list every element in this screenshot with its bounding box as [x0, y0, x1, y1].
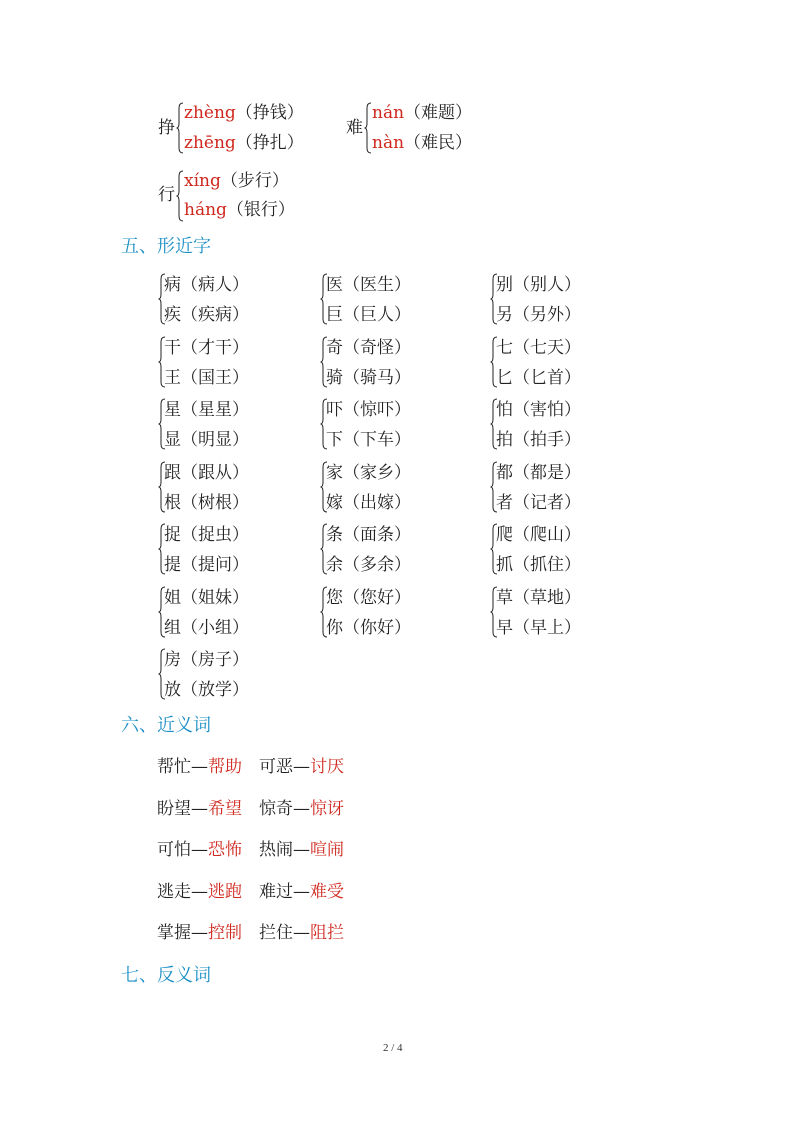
- pair-first: 别（别人）: [496, 275, 581, 295]
- pair-first: 爬（爬山）: [496, 525, 581, 545]
- pair-first: 病（病人）: [164, 275, 249, 295]
- synonym-answer: 逃跑: [208, 881, 242, 902]
- pinyin: nàn: [372, 133, 405, 153]
- similar-character-pair: [490, 273, 650, 323]
- brace: [320, 273, 328, 325]
- brace: [490, 398, 498, 450]
- similar-character-pair: [320, 273, 480, 323]
- similar-character-pair: [490, 398, 650, 448]
- synonym-word: 逃走: [157, 881, 191, 902]
- pair-second: 者（记者）: [496, 492, 581, 513]
- similar-character-pair: [158, 523, 318, 573]
- brace: [490, 273, 498, 325]
- pair-second: 王（国王）: [164, 367, 249, 388]
- synonym-answer: 恐怖: [208, 840, 242, 860]
- pair-second: 另（另外）: [496, 305, 581, 325]
- section-heading-similar-characters: 五、形近字: [121, 236, 211, 257]
- similar-character-pair: [490, 586, 650, 636]
- synonym-entry: [259, 882, 344, 902]
- brace: [320, 461, 328, 513]
- similar-character-pair: [158, 648, 318, 698]
- synonym-entry: [157, 799, 242, 819]
- similar-character-pair: [320, 398, 480, 448]
- dash: —: [191, 881, 208, 902]
- synonym-entry: [157, 923, 242, 943]
- brace: [320, 586, 328, 638]
- page-number: 2 / 4: [383, 1042, 403, 1054]
- synonym-answer: 惊讶: [310, 798, 344, 819]
- synonym-answer: 帮助: [208, 757, 242, 777]
- pair-second: 抓（抓住）: [496, 555, 581, 575]
- brace: [490, 523, 498, 575]
- synonym-entry: [157, 882, 242, 902]
- similar-character-pair: [158, 398, 318, 448]
- brace: [176, 102, 184, 154]
- pair-second: 疾（疾病）: [164, 305, 249, 325]
- pair-first: 捉（捉虫）: [164, 525, 249, 545]
- pinyin: háng: [184, 200, 227, 220]
- synonym-word: 可恶: [259, 757, 293, 777]
- pair-first: 跟（跟从）: [164, 462, 249, 483]
- polyphone-char: 行: [158, 185, 175, 205]
- pair-first: 您（您好）: [326, 587, 411, 608]
- dash: —: [191, 923, 208, 943]
- pair-first: 怕（害怕）: [496, 400, 581, 420]
- pair-second: 余（多余）: [326, 555, 411, 575]
- pair-first: 房（房子）: [164, 650, 249, 670]
- brace: [490, 461, 498, 513]
- pair-first: 医（医生）: [326, 275, 411, 295]
- pair-second: 放（放学）: [164, 680, 249, 700]
- example-word: （难题）: [404, 103, 473, 123]
- section-heading-antonyms: 七、反义词: [121, 965, 211, 986]
- pair-second: 下（下车）: [326, 430, 411, 450]
- polyphone-char: 难: [346, 118, 363, 138]
- synonym-word: 盼望: [157, 798, 191, 819]
- similar-character-pair: [320, 461, 480, 511]
- dash: —: [293, 881, 310, 902]
- pair-second: 显（明显）: [164, 430, 249, 450]
- pinyin: xíng: [184, 171, 221, 191]
- similar-character-pair: [320, 523, 480, 573]
- pair-second: 提（提问）: [164, 555, 249, 575]
- pinyin: zhēng: [184, 133, 236, 153]
- pair-first: 都（都是）: [496, 462, 581, 483]
- pair-first: 七（七天）: [496, 337, 581, 358]
- synonym-entry: [157, 757, 242, 777]
- brace: [158, 273, 166, 325]
- similar-character-pair: [320, 336, 480, 386]
- section-heading-synonyms: 六、近义词: [121, 715, 211, 736]
- pair-first: 条（面条）: [326, 525, 411, 545]
- similar-character-pair: [158, 336, 318, 386]
- dash: —: [293, 757, 310, 777]
- example-word: （步行）: [220, 171, 289, 191]
- similar-character-pair: [490, 461, 650, 511]
- synonym-entry: [259, 923, 344, 943]
- brace: [158, 461, 166, 513]
- brace: [320, 398, 328, 450]
- brace: [158, 523, 166, 575]
- similar-character-pair: [158, 273, 318, 323]
- synonym-word: 难过: [259, 881, 293, 902]
- pair-second: 巨（巨人）: [326, 305, 411, 325]
- pair-first: 家（家乡）: [326, 462, 411, 483]
- example-word: （挣钱）: [235, 103, 304, 123]
- similar-character-pair: [490, 336, 650, 386]
- similar-character-pair: [320, 586, 480, 636]
- similar-character-pair: [158, 461, 318, 511]
- synonym-answer: 喧闹: [310, 840, 344, 860]
- synonym-word: 掌握: [157, 923, 191, 943]
- brace: [364, 102, 372, 154]
- similar-character-pair: [490, 523, 650, 573]
- brace: [490, 586, 498, 638]
- pair-second: 根（树根）: [164, 492, 249, 513]
- dash: —: [293, 840, 310, 860]
- example-word: （难民）: [404, 133, 473, 153]
- synonym-answer: 希望: [208, 798, 242, 819]
- polyphone-group: [346, 100, 506, 156]
- pair-second: 匕（匕首）: [496, 367, 581, 388]
- pair-second: 早（早上）: [496, 617, 581, 638]
- brace: [158, 586, 166, 638]
- polyphone-char: 挣: [158, 118, 175, 138]
- synonym-word: 拦住: [259, 923, 293, 943]
- brace: [158, 336, 166, 388]
- dash: —: [191, 840, 208, 860]
- brace: [320, 336, 328, 388]
- dash: —: [293, 923, 310, 943]
- synonym-answer: 控制: [208, 923, 242, 943]
- pair-second: 嫁（出嫁）: [326, 492, 411, 513]
- brace: [158, 648, 166, 700]
- synonym-word: 帮忙: [157, 757, 191, 777]
- dash: —: [191, 757, 208, 777]
- pinyin: nán: [372, 103, 405, 123]
- brace: [176, 170, 184, 222]
- synonym-answer: 讨厌: [310, 757, 344, 777]
- synonym-entry: [259, 799, 344, 819]
- pair-first: 吓（惊吓）: [326, 400, 411, 420]
- polyphone-group: [158, 168, 318, 224]
- synonym-entry: [157, 840, 242, 860]
- synonym-entry: [259, 757, 344, 777]
- synonym-word: 热闹: [259, 840, 293, 860]
- dash: —: [293, 798, 310, 819]
- example-word: （挣扎）: [235, 133, 304, 153]
- pair-first: 姐（姐妹）: [164, 587, 249, 608]
- synonym-answer: 阻拦: [310, 923, 344, 943]
- synonym-word: 惊奇: [259, 798, 293, 819]
- pair-first: 星（星星）: [164, 400, 249, 420]
- pair-first: 奇（奇怪）: [326, 337, 411, 358]
- pair-second: 你（你好）: [326, 617, 411, 638]
- dash: —: [191, 798, 208, 819]
- brace: [158, 398, 166, 450]
- synonym-entry: [259, 840, 344, 860]
- pair-second: 骑（骑马）: [326, 367, 411, 388]
- similar-character-pair: [158, 586, 318, 636]
- pair-second: 拍（拍手）: [496, 430, 581, 450]
- pair-first: 草（草地）: [496, 587, 581, 608]
- brace: [320, 523, 328, 575]
- pair-second: 组（小组）: [164, 617, 249, 638]
- synonym-word: 可怕: [157, 840, 191, 860]
- brace: [490, 336, 498, 388]
- polyphone-group: [158, 100, 318, 156]
- pair-first: 干（才干）: [164, 337, 249, 358]
- synonym-answer: 难受: [310, 881, 344, 902]
- example-word: （银行）: [226, 200, 295, 220]
- pinyin: zhèng: [184, 103, 236, 123]
